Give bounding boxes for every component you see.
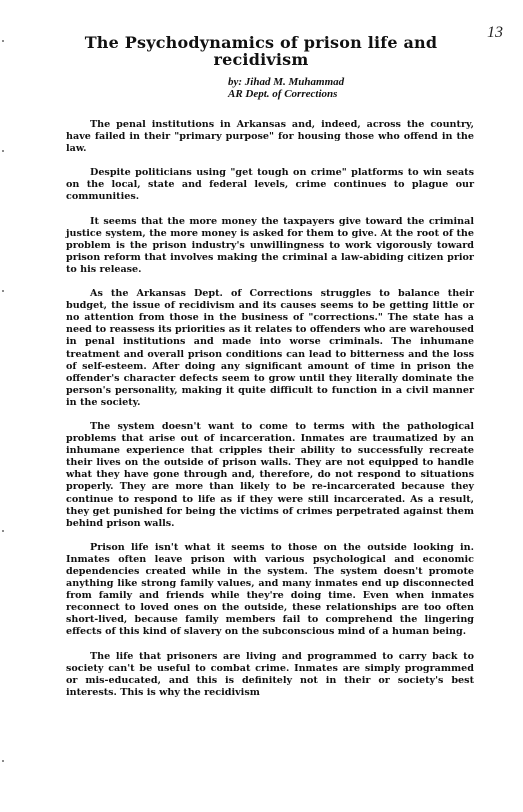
paragraph: As the Arkansas Dept. of Corrections struggles to balance their budget, the issue of recidivism and its causes seems to be getting little or no attention from those in the business of "corrections." The state has a need to reassess its priorities as it relates to offenders who are warehoused in penal institutions and made into worse criminals. The inhumane treatment and overall prison conditions can lead to bitterness and the loss of self-esteem. After doing any significant amount of time in prison the offender's character defects seem to grow until they literally dominate the person's personality, making it quite difficult to function in a civil manner in the society. [66, 288, 474, 408]
margin-speck [2, 40, 4, 42]
margin-speck [2, 760, 4, 762]
paragraph: The life that prisoners are living and programmed to carry back to society can't be useful to combat crime. Inmates are simply programmed or mis-educated, and this is definitely not in their or society's best interests. This is why the recidivism [66, 650, 474, 698]
paragraph: The penal institutions in Arkansas and, indeed, across the country, have failed in their "primary purpose" for housing those who offend in the law. [66, 119, 474, 155]
margin-speck [2, 530, 4, 532]
paragraph: It seems that the more money the taxpayers give toward the criminal justice system, the more money is asked for them to give. At the root of the problem is the prison industry's unwillingness to work vigorously toward prison reform that involves making the criminal a law-abiding citizen prior to his release. [66, 215, 474, 275]
author-affiliation: AR Dept. of Corrections [228, 88, 338, 100]
article-body [66, 119, 474, 711]
paragraph: The system doesn't want to come to terms with the pathological problems that arise out of incarceration. Inmates are traumatized by an inhumane experience that cripples their ability to successfully recreate their lives on the outside of prison walls. They are not equipped to handle what they have gone through and, therefore, do not respond to situations properly. They are more than likely to be re-incarcerated because they continue to respond to life as if they were still incarcerated. As a result, they get punished for being the victims of crimes perpetrated against them behind prison walls. [66, 420, 474, 529]
article-title: The Psychodynamics of prison life and recidivism [84, 33, 438, 69]
paragraph: Prison life isn't what it seems to those on the outside looking in. Inmates often leave prison with various psychological and economic dependencies created while in the system. The system doesn't promote anything like strong family values, and many inmates end up disconnected from family and friends while they're doing time. Even when inmates reconnect to loved ones on the outside, these relationships are too often short-lived, because family members fail to comprehend the lingering effects of this kind of slavery on the subconscious mind of a human being. [66, 541, 474, 638]
margin-speck [2, 150, 4, 152]
author-name: by: Jihad M. Muhammad [228, 76, 345, 88]
paragraph: Despite politicians using "get tough on crime" platforms to win seats on the local, state and federal levels, crime continues to plague our communities. [66, 167, 474, 203]
margin-speck [2, 290, 4, 292]
page-number: 13 [487, 24, 503, 41]
byline [228, 76, 344, 100]
